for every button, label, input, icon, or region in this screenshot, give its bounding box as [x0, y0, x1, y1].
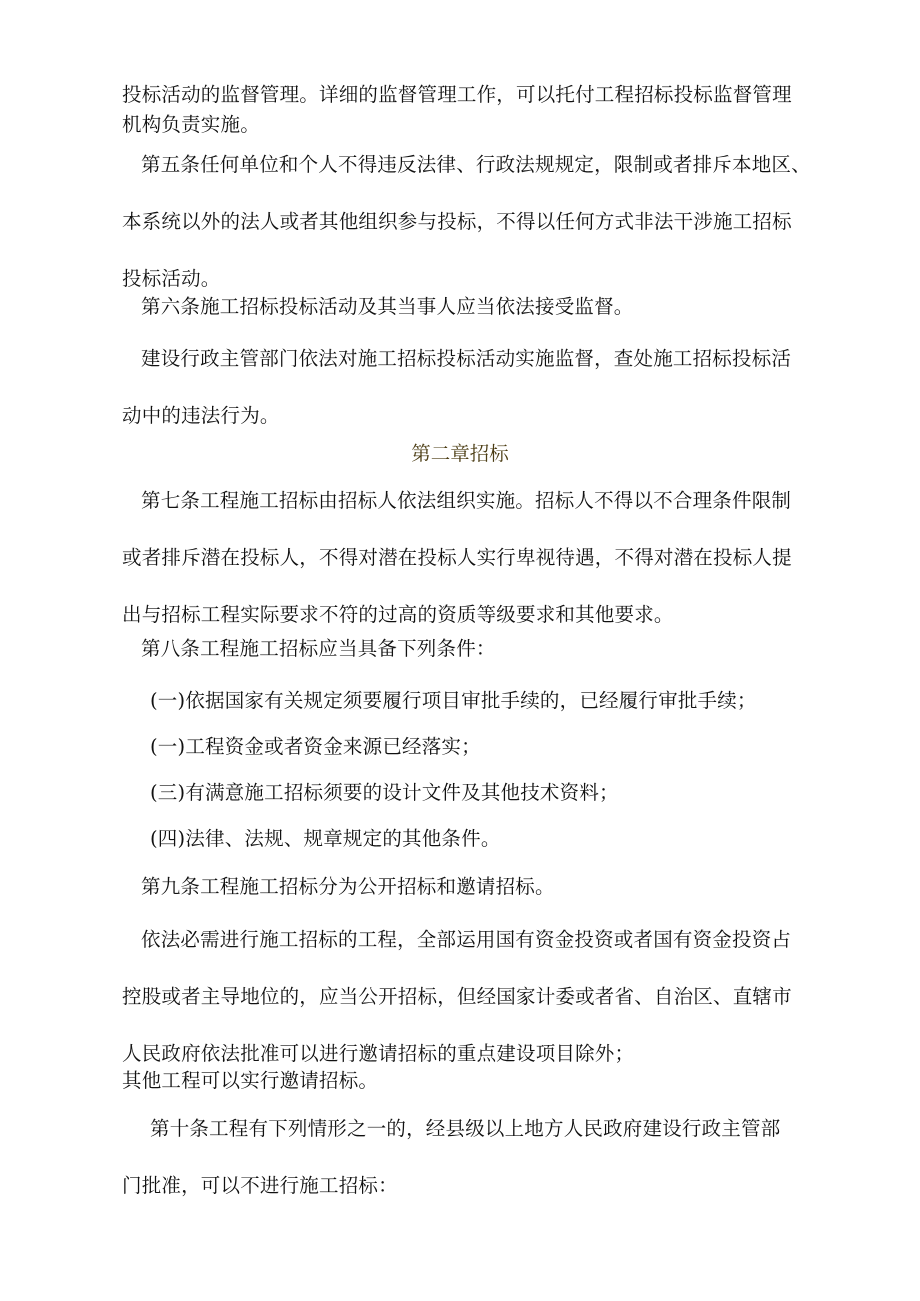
paragraph-article-9 — [141, 858, 806, 915]
text-line: 建设行政主管部门依法对施工招标投标活动实施监督，查处施工招标投标活 — [141, 347, 792, 370]
text-line: 本系统以外的法人或者其他组织参与投标，不得以任何方式非法干涉施工招标 — [122, 210, 792, 233]
text-line: 人民政府依法批准可以进行邀请招标的重点建设项目除外； — [122, 1042, 635, 1065]
text-line: 出与招标工程实际要求不符的过高的资质等级要求和其他要求。 — [122, 603, 674, 626]
text-line: 第六条施工招标投标活动及其当事人应当依法接受监督。 — [141, 295, 634, 318]
text-line: 动中的违法行为。 — [122, 404, 280, 427]
paragraph-article-6 — [141, 278, 806, 335]
chapter-heading — [0, 439, 920, 469]
paragraph-public-bidding — [122, 911, 806, 1082]
text-line: (一)依据国家有关规定须要履行项目审批手续的，已经履行审批手续； — [150, 689, 757, 712]
text-line: 投标活动的监督管理。详细的监督管理工作，可以托付工程招标投标监督管理 — [122, 83, 792, 106]
text-line: 第七条工程施工招标由招标人依法组织实施。招标人不得以不合理条件限制 — [141, 489, 792, 512]
text-line: 依法必需进行施工招标的工程，全部运用国有资金投资或者国有资金投资占 — [141, 928, 792, 951]
paragraph-1 — [122, 80, 806, 140]
paragraph-article-7 — [122, 472, 806, 643]
text-line: 第八条工程施工招标应当具备下列条件： — [141, 637, 496, 660]
text-line: 第十条工程有下列情形之一的，经县级以上地方人民政府建设行政主管部 — [150, 1117, 781, 1140]
text-line: 第九条工程施工招标分为公开招标和邀请招标。 — [141, 875, 555, 898]
text-line: 机构负责实施。 — [122, 113, 260, 136]
paragraph-article-8 — [141, 620, 806, 677]
text-line: 门批准，可以不进行施工招标： — [122, 1174, 398, 1197]
paragraph-invited-bidding — [122, 1066, 806, 1096]
text-line: 控股或者主导地位的，应当公开招标，但经国家计委或者省、自治区、直辖市 — [122, 985, 792, 1008]
text-line: 或者排斥潜在投标人，不得对潜在投标人实行卑视待遇，不得对潜在投标人提 — [122, 546, 792, 569]
text-line: 投标活动。 — [122, 267, 221, 290]
text-line: (三)有满意施工招标须要的设计文件及其他技术资料； — [150, 781, 619, 804]
text-line: 其他工程可以实行邀请招标。 — [122, 1069, 379, 1092]
text-line: 第五条任何单位和个人不得违反法律、行政法规规定，限制或者排斥本地区、 — [141, 153, 811, 176]
paragraph-article-10 — [122, 1100, 806, 1214]
text-line: (四)法律、法规、规章规定的其他条件。 — [150, 827, 501, 850]
paragraph-supervision — [122, 330, 806, 444]
text-line: (一)工程资金或者资金来源已经落实； — [150, 735, 481, 758]
chapter-title: 第二章招标 — [411, 442, 509, 465]
